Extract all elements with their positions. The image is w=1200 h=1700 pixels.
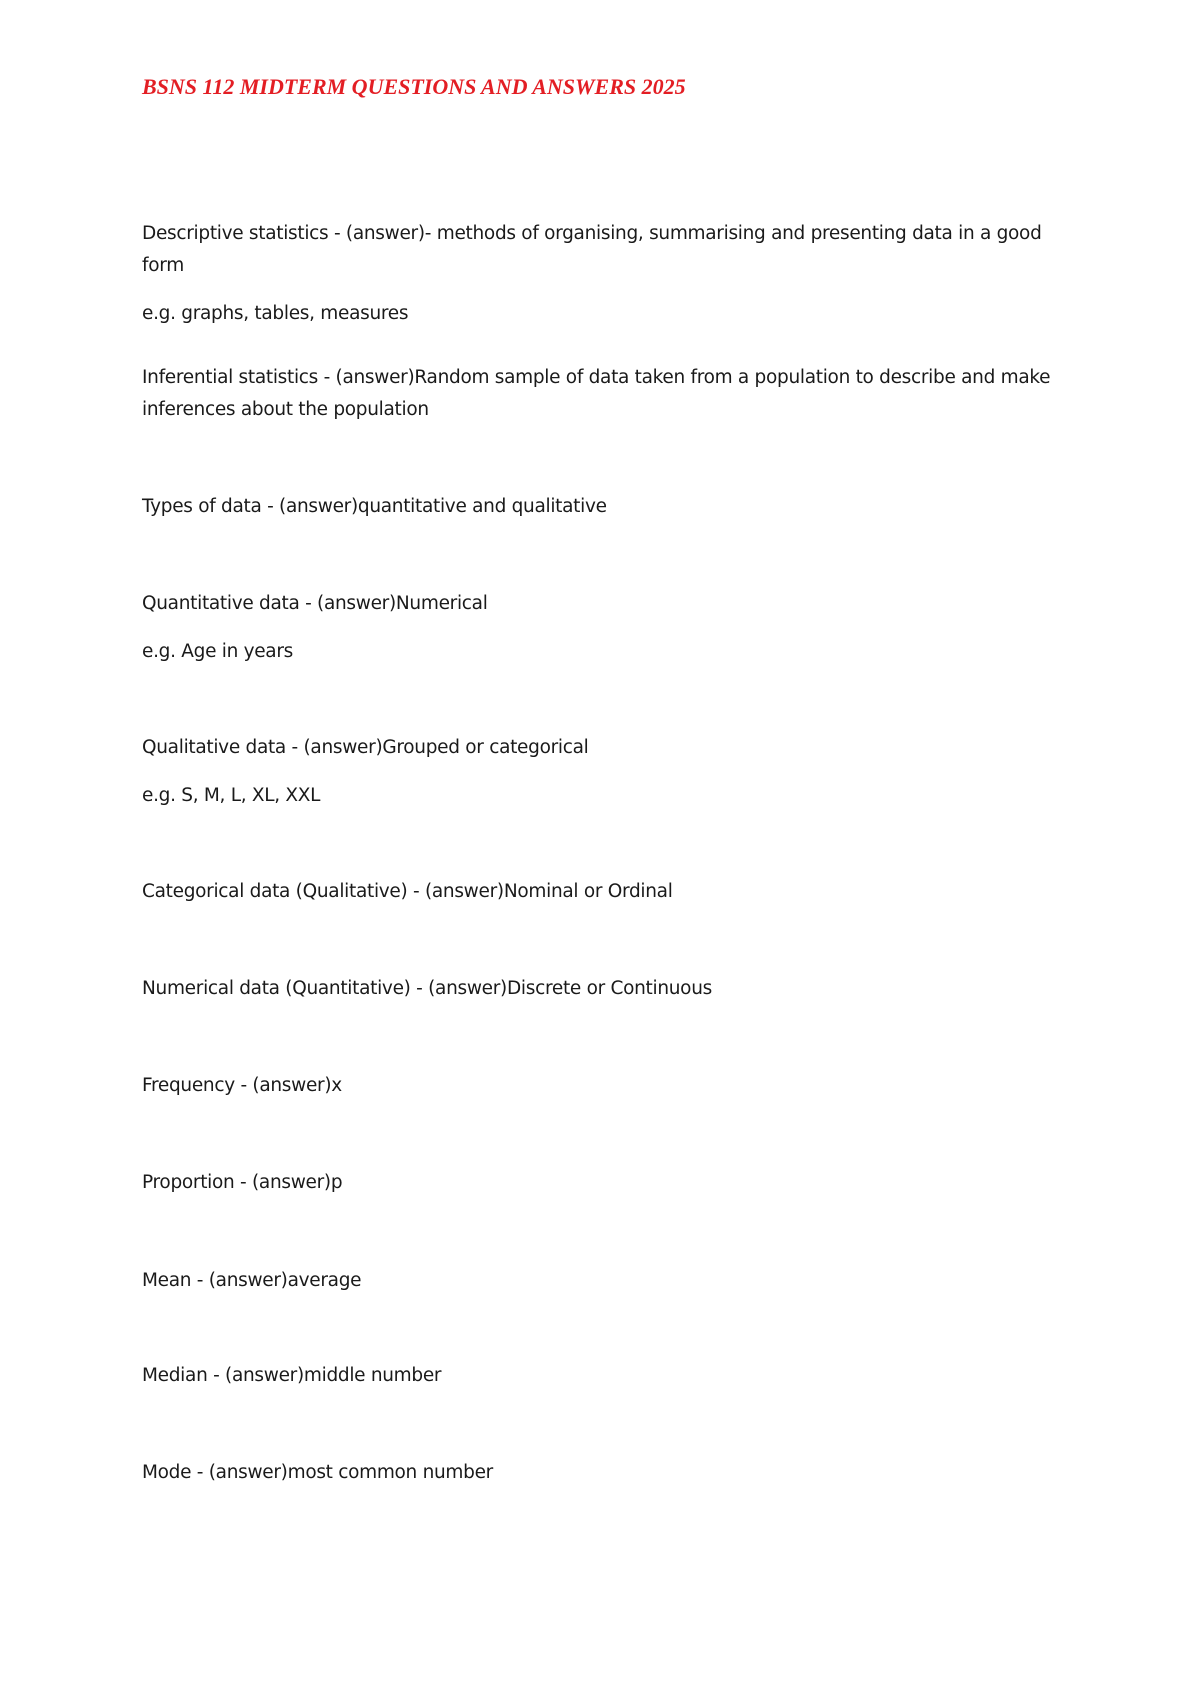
qa-entry-qualitative-data bbox=[142, 732, 1082, 812]
qa-entry-proportion bbox=[142, 1167, 1082, 1199]
qa-text: Proportion - (answer)p bbox=[142, 1172, 343, 1193]
qa-example: e.g. S, M, L, XL, XXL bbox=[142, 785, 321, 806]
qa-text: Numerical data (Quantitative) - (answer)Discrete or Continuous bbox=[142, 978, 712, 999]
qa-entry-numerical-data bbox=[142, 973, 1082, 1005]
qa-text: Qualitative data - (answer)Grouped or categorical bbox=[142, 737, 589, 758]
qa-text: Descriptive statistics - (answer)- methods of organising, summarising and presenting data in a good form bbox=[142, 223, 1042, 276]
qa-text: Types of data - (answer)quantitative and qualitative bbox=[142, 496, 607, 517]
qa-entry-median bbox=[142, 1360, 1082, 1392]
qa-entry-mode bbox=[142, 1457, 1082, 1489]
qa-example: e.g. Age in years bbox=[142, 641, 293, 662]
qa-entry-inferential-statistics bbox=[142, 362, 1082, 426]
qa-text: Median - (answer)middle number bbox=[142, 1365, 442, 1386]
qa-text: Inferential statistics - (answer)Random sample of data taken from a population to describe and make inferences about the population bbox=[142, 367, 1051, 420]
qa-entry-types-of-data bbox=[142, 491, 1082, 523]
qa-text: Mean - (answer)average bbox=[142, 1270, 362, 1291]
qa-entry-descriptive-statistics bbox=[142, 218, 1082, 330]
qa-text: Quantitative data - (answer)Numerical bbox=[142, 593, 488, 614]
document-title: BSNS 112 MIDTERM QUESTIONS AND ANSWERS 2025 bbox=[142, 74, 686, 99]
qa-text: Frequency - (answer)x bbox=[142, 1075, 342, 1096]
qa-entry-frequency bbox=[142, 1070, 1082, 1102]
qa-text: Categorical data (Qualitative) - (answer)Nominal or Ordinal bbox=[142, 881, 673, 902]
qa-entry-quantitative-data bbox=[142, 588, 1082, 668]
qa-text: Mode - (answer)most common number bbox=[142, 1462, 493, 1483]
qa-entry-mean bbox=[142, 1265, 1082, 1297]
qa-example: e.g. graphs, tables, measures bbox=[142, 303, 409, 324]
qa-entry-categorical-data bbox=[142, 876, 1082, 908]
